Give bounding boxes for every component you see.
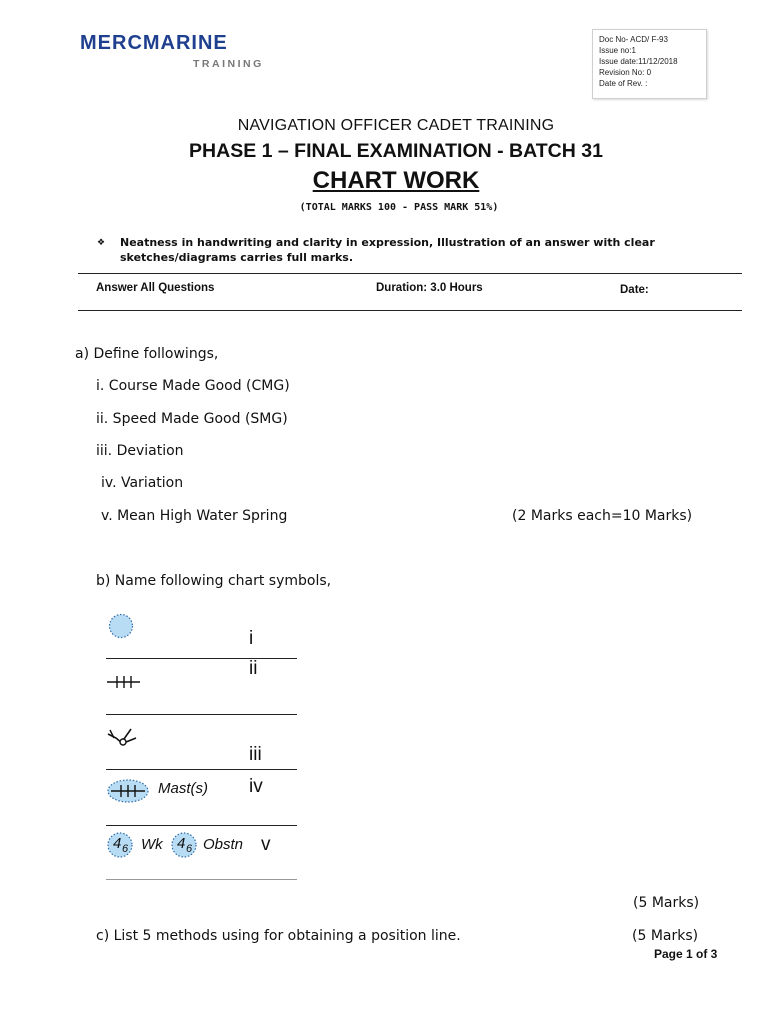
logo-subtitle: TRAINING [193, 58, 264, 70]
revision-number: Revision No: 0 [599, 68, 652, 77]
diamond-bullet-icon: ❖ [97, 238, 106, 248]
submerged-rock-symbol-icon [106, 674, 142, 690]
question-a-item-2: ii. Speed Made Good (SMG) [96, 411, 288, 427]
question-b-marks: (5 Marks) [633, 895, 700, 911]
wreck-stranded-symbol-icon [106, 726, 138, 748]
symbol-numeral-iii: iii [249, 744, 262, 765]
issue-number: Issue no:1 [599, 46, 636, 55]
obstruction-depth-digit: 4 [177, 835, 186, 852]
question-b-title: b) Name following chart symbols, [96, 573, 332, 589]
symbol-numeral-i: i [249, 628, 254, 649]
question-a-item-3: iii. Deviation [96, 443, 184, 459]
mast-label: Mast(s) [158, 780, 208, 797]
training-title: NAVIGATION OFFICER CADET TRAINING [237, 117, 555, 134]
answer-all-label: Answer All Questions [96, 282, 215, 294]
wreck-depth-sub: 6 [122, 843, 129, 855]
wreck-mast-symbol-icon [106, 777, 152, 805]
question-c-marks: (5 Marks) [632, 928, 699, 944]
symbol-numeral-ii: ii [249, 658, 258, 679]
issue-date: Issue date:11/12/2018 [599, 57, 678, 66]
symbol-answer-line-3 [106, 769, 297, 770]
question-a-title: a) Define followings, [75, 346, 219, 362]
symbol-answer-line-1 [106, 658, 297, 659]
wreck-depth-digit: 4 [113, 835, 122, 852]
symbol-numeral-v: v [261, 834, 271, 855]
date-label: Date: [620, 284, 649, 296]
page-number: Page 1 of 3 [654, 947, 718, 961]
question-c-title: c) List 5 methods using for obtaining a position line. [96, 928, 461, 944]
symbol-answer-line-4 [106, 825, 297, 826]
logo-title: MERCMARINE [80, 32, 228, 54]
exam-bar-top-rule [78, 273, 742, 274]
question-a-item-5: v. Mean High Water Spring [101, 508, 288, 524]
question-a-item-4: iv. Variation [101, 475, 184, 491]
subject-title: CHART WORK [312, 167, 480, 194]
doc-number: Doc No- ACD/ F-93 [599, 35, 668, 44]
marks-summary: (TOTAL MARKS 100 - PASS MARK 51%) [299, 202, 499, 213]
instruction-note [98, 236, 738, 265]
wreck-label: Wk [141, 836, 163, 853]
duration-label: Duration: 3.0 Hours [376, 282, 483, 294]
revision-date: Date of Rev. : [599, 79, 648, 88]
question-a-marks: (2 Marks each=10 Marks) [512, 508, 693, 524]
symbol-answer-line-5 [106, 879, 297, 880]
symbol-numeral-iv: iv [249, 776, 263, 797]
question-a-item-1: i. Course Made Good (CMG) [96, 378, 290, 394]
exam-bar-bottom-rule [78, 310, 742, 311]
symbol-answer-line-2 [106, 714, 297, 715]
instruction-text: Neatness in handwriting and clarity in expression, Illustration of an answer with clear sketches/diagrams carries full marks. [120, 236, 655, 264]
obstruction-depth-sub: 6 [186, 843, 193, 855]
doc-info-box [592, 29, 707, 99]
rock-awash-symbol-icon [106, 612, 136, 640]
exam-title: PHASE 1 – FINAL EXAMINATION - BATCH 31 [189, 140, 603, 162]
obstruction-label: Obstn [203, 836, 244, 853]
